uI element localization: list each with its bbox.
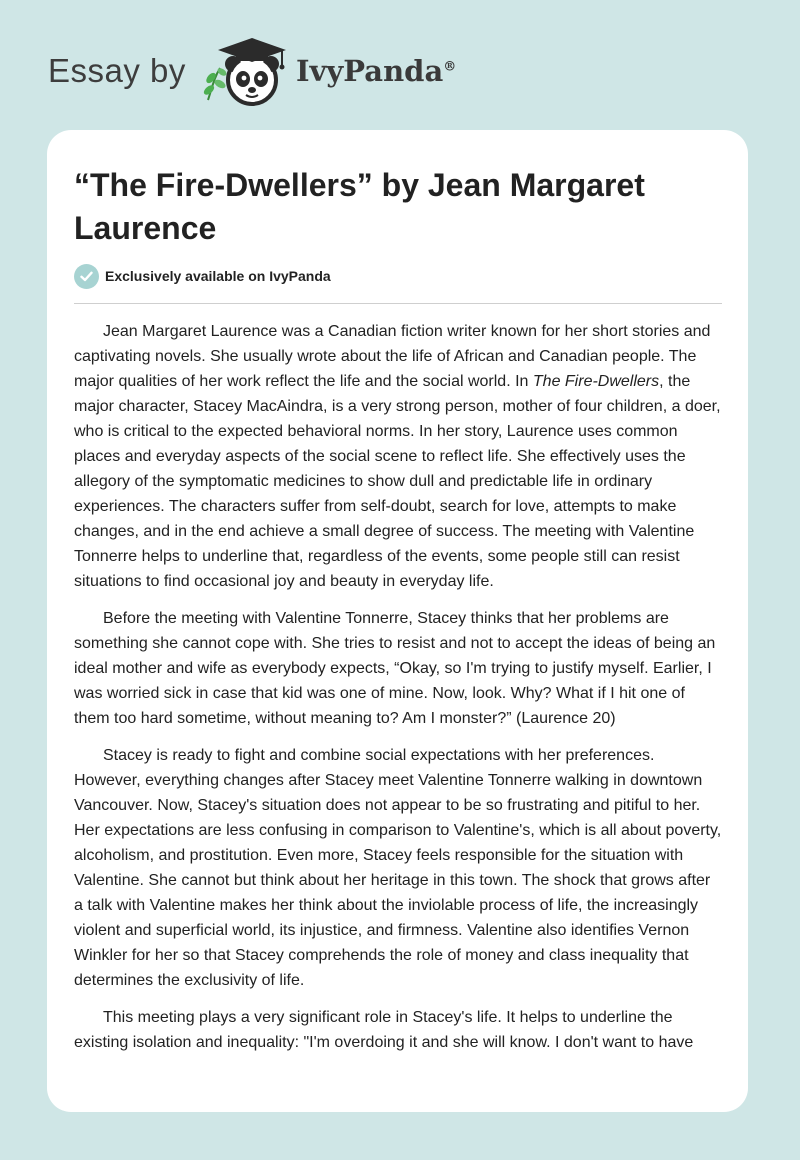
registered-mark: ® — [443, 59, 457, 75]
essay-card — [47, 130, 748, 1112]
book-title-italic: The Fire-Dwellers — [532, 373, 660, 390]
essay-body — [74, 319, 722, 1067]
paragraph-1 — [74, 319, 722, 594]
essay-by-label: Essay by — [48, 52, 186, 89]
check-icon — [74, 264, 99, 289]
paragraph-3: Stacey is ready to fight and combine social expectations with her preferences. However, everything changes after Stacey meet Valentine Tonnerre walking in downtown Vancouver. Now, Stacey's situation does not appear to be so frustrating and pitiful to her. Her expectations are less confusing in comparison to Valentine's, which is all about poverty, alcoholism, and prostitution. Even more, Stacey feels responsible for the situation with Valentine. She cannot but think about her heritage in this town. The shock that grows after a talk with Valentine makes her think about the inviolable process of life, the increasingly violent and superficial world, its injustice, and firmness. Valentine also identifies Vernon Winkler for her so that Stacey comprehends the role of money and class inequality that determines the exclusivity of life. — [74, 747, 722, 989]
paragraph-2: Before the meeting with Valentine Tonnerre, Stacey thinks that her problems are something she cannot cope with. She tries to resist and not to accept the ideas of being an ideal mother and wife as everybody expects, “Okay, so I'm trying to justify myself. Earlier, I was worried sick in case that kid was one of mine. Now, look. Why? What if I hit one of them too hard sometime, without meaning to? Am I monster?” (Laurence 20) — [74, 610, 716, 727]
exclusive-badge — [74, 263, 331, 289]
paragraph-4: This meeting plays a very significant role in Stacey's life. It helps to underline the existing isolation and inequality: "I'm overdoing it and she will know. I don't want to have — [74, 1009, 694, 1051]
divider — [74, 303, 722, 304]
site-header — [48, 34, 548, 114]
paragraph-1-after: , the major character, Stacey MacAindra, is a very strong person, mother of four children, a doer, who is critical to the expected behavioral norms. In her story, Laurence uses common places and everyday aspects of the social scene to reflect life. She effectively uses the allegory of the symptomatic medicines to show dull and predictable life in ordinary experiences. The characters suffer from self-doubt, search for love, attempts to make changes, and in the end achieve a small degree of success. The meeting with Valentine Tonnerre helps to underline that, regardless of the events, some people still can resist situations to find occasional joy and beauty in everyday life. — [74, 373, 721, 590]
brand-name-text: IvyPanda — [296, 54, 444, 88]
exclusive-badge-text: Exclusively available on IvyPanda — [105, 268, 331, 284]
panda-graduation-cap-icon — [200, 34, 292, 110]
paragraph-1-before: Jean Margaret Laurence was a Canadian fiction writer known for her short stories and captivating novels. She usually wrote about the life of African and Canadian people. The major qualities of her work reflect the life and the social world. In — [74, 323, 711, 390]
essay-title: “The Fire-Dwellers” by Jean Margaret Laurence — [74, 167, 645, 246]
brand-name[interactable] — [296, 54, 456, 88]
